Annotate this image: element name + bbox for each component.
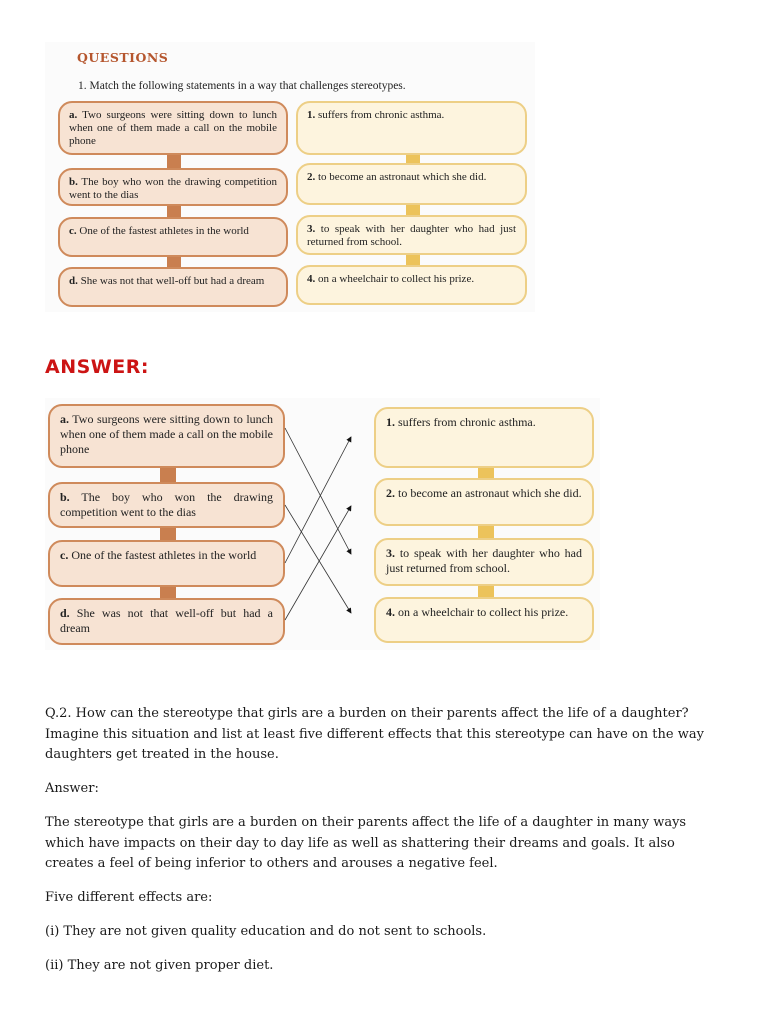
statement-d xyxy=(58,267,288,307)
statement-marker: c. xyxy=(69,225,77,237)
answer-title: ANSWER: xyxy=(45,356,149,378)
completion-marker: 1. xyxy=(307,109,316,121)
completion-marker: 2. xyxy=(386,486,395,500)
question-1-text: 1. Match the following statements in a way that challenges stereotypes. xyxy=(78,80,406,92)
answer-statement-d xyxy=(48,598,285,645)
statement-b xyxy=(58,168,288,206)
completion-marker: 4. xyxy=(386,605,395,619)
statement-marker: a. xyxy=(60,412,69,426)
completion-text: to become an astronaut which she did. xyxy=(315,171,487,183)
statement-a xyxy=(58,101,288,155)
completion-marker: 3. xyxy=(307,223,316,235)
completion-text: on a wheelchair to collect his prize. xyxy=(315,273,475,285)
answer-completion-4 xyxy=(374,597,594,643)
completion-text: on a wheelchair to collect his prize. xyxy=(395,605,569,619)
answer-paragraph: The stereotype that girls are a burden on their parents affect the life of a daughter in many ways which have impacts on their day to day life as well as shattering their dreams and goals. It also creates a feel of being inferior to others and arouses a negative feel. xyxy=(45,815,687,871)
statement-marker: d. xyxy=(69,275,78,287)
completion-2 xyxy=(296,163,527,205)
answer-completion-3 xyxy=(374,538,594,586)
statement-text: One of the fastest athletes in the world xyxy=(76,225,249,237)
statement-marker: d. xyxy=(60,606,70,620)
completion-marker: 1. xyxy=(386,415,395,429)
statement-text: Two surgeons were sitting down to lunch when one of them made a call on the mobile phone xyxy=(60,412,273,456)
statement-text: The boy who won the drawing competition went to the dias xyxy=(69,176,277,201)
effects-intro: Five different effects are: xyxy=(45,890,213,905)
answer-statement-c xyxy=(48,540,285,587)
completion-text: suffers from chronic asthma. xyxy=(315,109,445,121)
completion-text: to speak with her daughter who had just returned from school. xyxy=(307,223,516,248)
completion-text: to become an astronaut which she did. xyxy=(395,486,582,500)
completion-marker: 4. xyxy=(307,273,316,285)
statement-marker: a. xyxy=(69,109,78,121)
answer-statement-a xyxy=(48,404,285,468)
answer-label: Answer: xyxy=(45,781,99,796)
statement-c xyxy=(58,217,288,257)
completion-marker: 3. xyxy=(386,546,395,560)
question-2-text: Q.2. How can the stereotype that girls are a burden on their parents affect the life of a daughter? Imagine this situation and list at least five different effects that this stereotype can have on the way daughters get treated in the house. xyxy=(45,706,704,762)
completion-1 xyxy=(296,101,527,155)
statement-marker: b. xyxy=(60,490,70,504)
statement-marker: b. xyxy=(69,176,78,188)
statement-text: Two surgeons were sitting down to lunch when one of them made a call on the mobile phone xyxy=(69,109,277,147)
statement-text: She was not that well-off but had a dream xyxy=(77,275,265,287)
effect-item-2: (ii) They are not given proper diet. xyxy=(45,958,274,973)
completion-text: to speak with her daughter who had just returned from school. xyxy=(386,546,582,575)
answer-completion-2 xyxy=(374,478,594,526)
statement-text: One of the fastest athletes in the world xyxy=(68,548,257,562)
answer-statement-b xyxy=(48,482,285,528)
answer-completion-1 xyxy=(374,407,594,468)
statement-text: The boy who won the drawing competition went to the dias xyxy=(60,490,273,519)
completion-marker: 2. xyxy=(307,171,316,183)
statement-marker: c. xyxy=(60,548,69,562)
effect-item-1: (i) They are not given quality education and do not sent to schools. xyxy=(45,924,487,939)
completion-4 xyxy=(296,265,527,305)
questions-heading: QUESTIONS xyxy=(77,50,169,65)
completion-text: suffers from chronic asthma. xyxy=(395,415,536,429)
statement-text: She was not that well-off but had a dream xyxy=(60,606,273,635)
completion-3 xyxy=(296,215,527,255)
